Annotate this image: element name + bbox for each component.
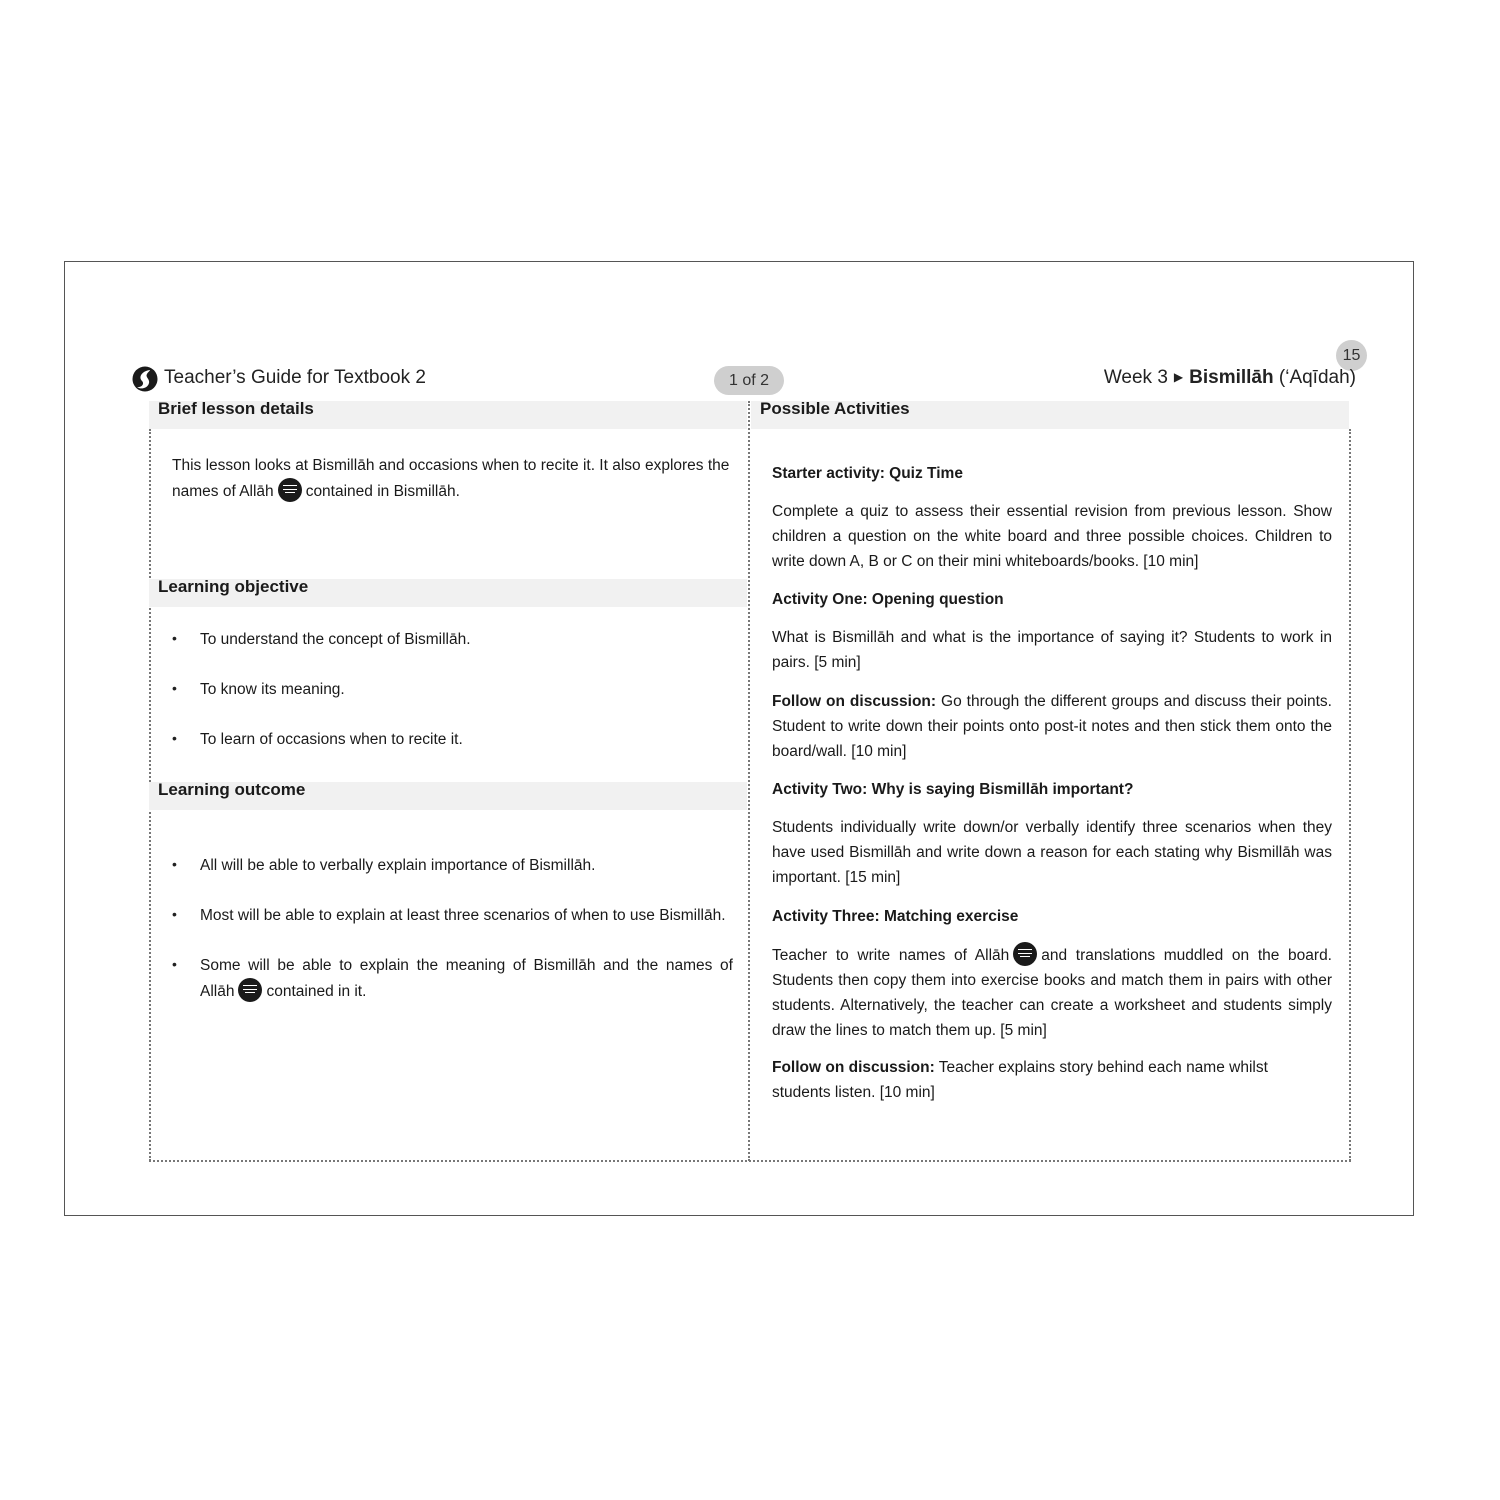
follow-on-label: Follow on discussion:	[772, 1059, 935, 1076]
outcome-text-part: Allāh	[200, 983, 235, 1000]
triangle-right-icon: ▶	[1173, 370, 1184, 384]
bullet-icon: •	[172, 906, 177, 922]
outcome-3-line-1: Some will be able to explain the meaning of Bismillāh and the names of	[200, 957, 733, 974]
publisher-logo-icon	[132, 366, 158, 392]
allah-honorific-icon	[1013, 942, 1037, 966]
bullet-icon: •	[172, 680, 177, 696]
page-number-badge: 15	[1336, 340, 1367, 371]
activity-three-text-part: Teacher to write names of Allāh	[772, 947, 1010, 964]
learning-outcome-heading: Learning outcome	[149, 782, 747, 810]
brief-line-1: This lesson looks at Bismillāh and occasions when to recite it. It also explores the	[172, 457, 730, 474]
lesson-breadcrumb	[1104, 367, 1356, 389]
lesson-category: (‘Aqīdah)	[1278, 367, 1356, 388]
bullet-icon: •	[172, 856, 177, 872]
lesson-title: Bismillāh	[1189, 367, 1274, 388]
page-indicator: 1 of 2	[714, 366, 784, 395]
activity-three-text	[772, 942, 1332, 1043]
follow-on-label: Follow on discussion:	[772, 693, 937, 710]
activity-one-heading: Activity One: Opening question	[772, 591, 1004, 608]
follow-on-text: Teacher explains story behind each name whilst students listen. [10 min]	[772, 1059, 1268, 1101]
follow-on-discussion-1	[772, 689, 1332, 764]
activity-two-text: Students individually write down/or verbally identify three scenarios when they have used Bismillāh and write down a reason for each stating why Bismillāh was important. [15 min]	[772, 819, 1332, 886]
objective-item: To learn of occasions when to recite it.	[200, 731, 463, 748]
divider	[149, 1160, 1351, 1162]
brief-text-part: contained in Bismillāh.	[305, 483, 460, 500]
activity-one-text: What is Bismillāh and what is the importance of saying it? Students to work in pairs. [5 min]	[772, 629, 1332, 671]
follow-on-text: Go through the different groups and discuss their points. Student to write down their points onto post-it notes and then stick them onto the board/wall. [10 min]	[772, 693, 1332, 760]
divider	[1349, 429, 1351, 1161]
learning-objective-heading: Learning objective	[149, 579, 747, 607]
allah-honorific-icon	[238, 978, 262, 1002]
starter-activity-text: Complete a quiz to assess their essential revision from previous lesson. Show children a question on the white board and three possible choices. Children to write down A, B or C on their mini whiteboards/books. [10 min]	[772, 503, 1332, 570]
follow-on-discussion-2	[772, 1055, 1292, 1105]
starter-activity-heading: Starter activity: Quiz Time	[772, 465, 963, 482]
brief-text-part: names of Allāh	[172, 483, 274, 500]
bullet-icon: •	[172, 956, 177, 972]
allah-honorific-icon	[278, 478, 302, 502]
activity-three-text-part: and translations muddled on the board. Students then copy them into exercise books and match them in pairs with other students. Alternatively, the teacher can create a worksheet and students simply draw the lines to match them up. [5 min]	[772, 947, 1332, 1039]
outcome-item	[200, 953, 733, 1004]
objective-item: To know its meaning.	[200, 681, 345, 698]
lesson-table	[149, 401, 1351, 1161]
divider	[748, 401, 750, 1161]
bullet-icon: •	[172, 630, 177, 646]
brief-lesson-text	[172, 453, 742, 504]
brief-line-2	[172, 478, 742, 504]
activity-two-heading: Activity Two: Why is saying Bismillāh important?	[772, 781, 1134, 798]
activity-three-heading: Activity Three: Matching exercise	[772, 908, 1019, 925]
outcome-text-part: contained in it.	[266, 983, 367, 1000]
outcome-item: Most will be able to explain at least three scenarios of when to use Bismillāh.	[200, 907, 726, 924]
objective-item: To understand the concept of Bismillāh.	[200, 631, 471, 648]
bullet-icon: •	[172, 730, 177, 746]
outcome-item: All will be able to verbally explain importance of Bismillāh.	[200, 857, 596, 874]
possible-activities-heading: Possible Activities	[751, 401, 1349, 429]
brief-lesson-heading: Brief lesson details	[149, 401, 747, 429]
outcome-3-line-2	[200, 978, 733, 1004]
week-label: Week 3	[1103, 367, 1168, 388]
guide-title: Teacher’s Guide for Textbook 2	[164, 367, 426, 388]
